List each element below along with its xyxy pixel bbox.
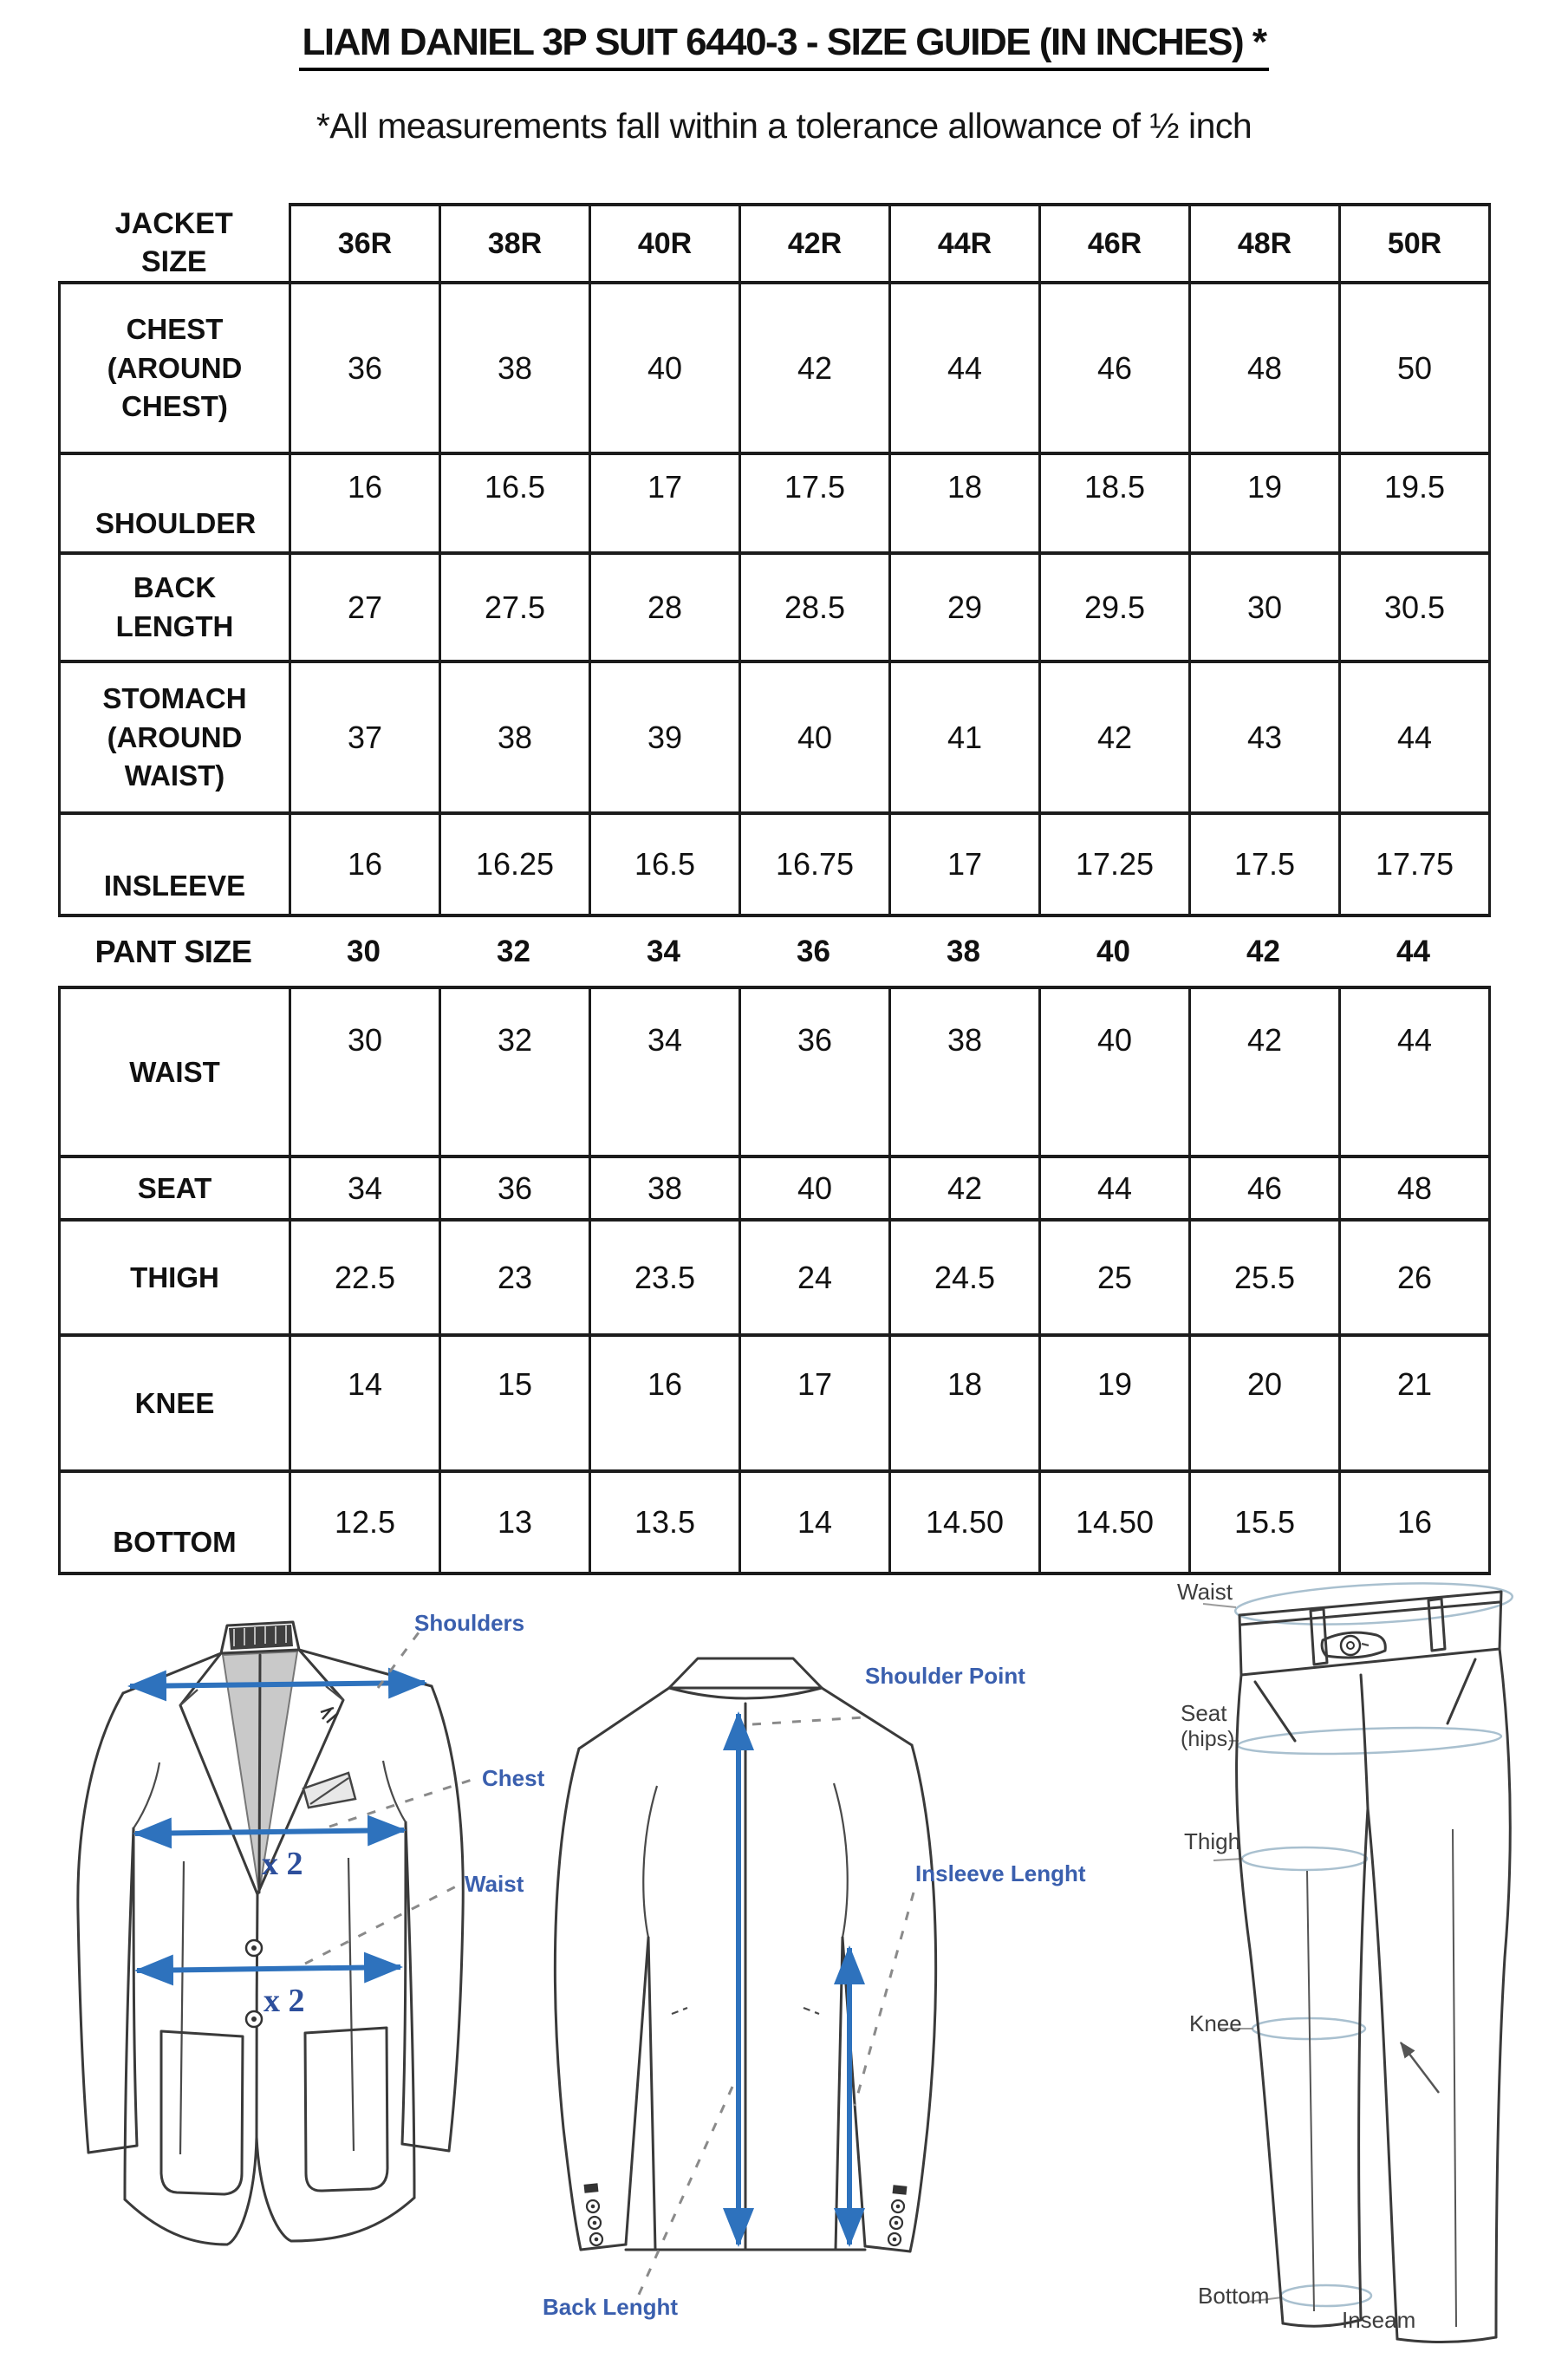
table-row bbox=[60, 813, 1490, 915]
pant-size-column-header: 36 bbox=[797, 934, 830, 968]
size-cell: 17.25 bbox=[1040, 813, 1190, 915]
size-cell: 30 bbox=[290, 987, 440, 1156]
row-label: INSLEEVE bbox=[60, 813, 290, 915]
size-cell: 16 bbox=[290, 453, 440, 553]
size-cell: 39 bbox=[590, 661, 740, 813]
header-row bbox=[60, 205, 1490, 283]
size-column-header: 36R bbox=[290, 205, 440, 283]
row-label: BACK LENGTH bbox=[60, 553, 290, 661]
row-label: CHEST (AROUND CHEST) bbox=[60, 283, 290, 453]
pant-size-label: PANT SIZE bbox=[94, 933, 252, 969]
size-cell: 34 bbox=[590, 987, 740, 1156]
shoulder-point-label: Shoulder Point bbox=[865, 1663, 1025, 1689]
table-row bbox=[60, 1156, 1490, 1220]
back-length-label: Back Lenght bbox=[543, 2294, 679, 2320]
size-cell: 17.75 bbox=[1340, 813, 1490, 915]
size-column-header: 40R bbox=[590, 205, 740, 283]
tolerance-note: *All measurements fall within a tolerance allowance of ½ inch bbox=[316, 106, 1252, 146]
size-cell: 20 bbox=[1190, 1335, 1340, 1471]
size-cell: 16.5 bbox=[440, 453, 590, 553]
pant-size-column-header: 32 bbox=[497, 934, 530, 968]
size-cell: 22.5 bbox=[290, 1220, 440, 1335]
table-row bbox=[60, 1220, 1490, 1335]
size-cell: 42 bbox=[1190, 987, 1340, 1156]
size-cell: 36 bbox=[440, 1156, 590, 1220]
size-cell: 40 bbox=[590, 283, 740, 453]
size-cell: 40 bbox=[740, 1156, 890, 1220]
size-cell: 36 bbox=[740, 987, 890, 1156]
size-cell: 23.5 bbox=[590, 1220, 740, 1335]
jacket-front-diagram bbox=[43, 1599, 581, 2267]
size-cell: 13.5 bbox=[590, 1471, 740, 1573]
pants-seat-label-line1: Seat bbox=[1181, 1700, 1227, 1726]
size-cell: 18.5 bbox=[1040, 453, 1190, 553]
size-cell: 40 bbox=[1040, 987, 1190, 1156]
size-cell: 42 bbox=[1040, 661, 1190, 813]
size-cell: 30.5 bbox=[1340, 553, 1490, 661]
size-cell: 30 bbox=[1190, 553, 1340, 661]
size-cell: 14.50 bbox=[1040, 1471, 1190, 1573]
row-label: SHOULDER bbox=[60, 453, 290, 553]
size-cell: 28 bbox=[590, 553, 740, 661]
table-row bbox=[60, 453, 1490, 553]
jacket-size-header-label: JACKET SIZE bbox=[114, 207, 233, 279]
size-column-header: 42R bbox=[740, 205, 890, 283]
size-cell: 44 bbox=[1340, 987, 1490, 1156]
size-column-header: 46R bbox=[1040, 205, 1190, 283]
size-cell: 27.5 bbox=[440, 553, 590, 661]
size-cell: 17.5 bbox=[1190, 813, 1340, 915]
table-row bbox=[60, 987, 1490, 1156]
size-cell: 25 bbox=[1040, 1220, 1190, 1335]
size-cell: 13 bbox=[440, 1471, 590, 1573]
size-cell: 23 bbox=[440, 1220, 590, 1335]
size-cell: 42 bbox=[740, 283, 890, 453]
size-cell: 14 bbox=[290, 1335, 440, 1471]
jacket-back-diagram bbox=[529, 1643, 962, 2328]
size-cell: 42 bbox=[890, 1156, 1040, 1220]
pants-diagram bbox=[1153, 1567, 1565, 2365]
size-cell: 18 bbox=[890, 1335, 1040, 1471]
size-cell: 44 bbox=[1340, 661, 1490, 813]
size-cell: 19 bbox=[1040, 1335, 1190, 1471]
table-row bbox=[60, 661, 1490, 813]
size-cell: 29.5 bbox=[1040, 553, 1190, 661]
size-cell: 19 bbox=[1190, 453, 1340, 553]
size-cell: 15 bbox=[440, 1335, 590, 1471]
pant-size-table bbox=[58, 986, 1491, 1575]
pant-size-column-header: 40 bbox=[1096, 934, 1130, 968]
size-column-header: 48R bbox=[1190, 205, 1340, 283]
waist-label: Waist bbox=[465, 1871, 524, 1897]
size-cell: 25.5 bbox=[1190, 1220, 1340, 1335]
size-cell: 44 bbox=[1040, 1156, 1190, 1220]
size-cell: 19.5 bbox=[1340, 453, 1490, 553]
row-label: BOTTOM bbox=[60, 1471, 290, 1573]
size-cell: 16 bbox=[1340, 1471, 1490, 1573]
size-cell: 50 bbox=[1340, 283, 1490, 453]
size-cell: 14.50 bbox=[890, 1471, 1040, 1573]
pant-size-header-row bbox=[58, 917, 1488, 986]
row-label: KNEE bbox=[60, 1335, 290, 1471]
table-row bbox=[60, 1335, 1490, 1471]
size-cell: 46 bbox=[1040, 283, 1190, 453]
size-cell: 24 bbox=[740, 1220, 890, 1335]
pants-inseam-label: Inseam bbox=[1342, 2307, 1416, 2333]
size-cell: 38 bbox=[440, 661, 590, 813]
size-cell: 43 bbox=[1190, 661, 1340, 813]
pant-size-column-header: 42 bbox=[1246, 934, 1280, 968]
insleeve-length-label: Insleeve Lenght bbox=[915, 1860, 1086, 1886]
pants-waist-label: Waist bbox=[1177, 1579, 1233, 1605]
row-label: STOMACH (AROUND WAIST) bbox=[60, 661, 290, 813]
x2-chest-annotation: x 2 bbox=[262, 1846, 303, 1882]
size-cell: 17 bbox=[890, 813, 1040, 915]
size-column-header: 38R bbox=[440, 205, 590, 283]
size-cell: 14 bbox=[740, 1471, 890, 1573]
size-cell: 26 bbox=[1340, 1220, 1490, 1335]
size-cell: 38 bbox=[590, 1156, 740, 1220]
shoulders-label: Shoulders bbox=[414, 1610, 525, 1636]
size-cell: 16.25 bbox=[440, 813, 590, 915]
table-row bbox=[60, 283, 1490, 453]
size-cell: 28.5 bbox=[740, 553, 890, 661]
size-cell: 36 bbox=[290, 283, 440, 453]
size-cell: 32 bbox=[440, 987, 590, 1156]
size-cell: 29 bbox=[890, 553, 1040, 661]
table-row bbox=[60, 553, 1490, 661]
pants-seat-label-line2: (hips) bbox=[1181, 1726, 1235, 1751]
size-cell: 48 bbox=[1340, 1156, 1490, 1220]
size-cell: 40 bbox=[740, 661, 890, 813]
pants-knee-label: Knee bbox=[1189, 2010, 1242, 2036]
size-cell: 46 bbox=[1190, 1156, 1340, 1220]
x2-waist-annotation: x 2 bbox=[264, 1983, 305, 2019]
chest-label: Chest bbox=[482, 1765, 545, 1791]
size-column-header: 44R bbox=[890, 205, 1040, 283]
pant-size-column-header: 44 bbox=[1396, 934, 1430, 968]
jacket-size-table bbox=[58, 203, 1491, 917]
size-column-header: 50R bbox=[1340, 205, 1490, 283]
pant-size-column-header: 38 bbox=[947, 934, 980, 968]
size-cell: 15.5 bbox=[1190, 1471, 1340, 1573]
pant-size-column-header: 30 bbox=[347, 934, 381, 968]
size-cell: 17.5 bbox=[740, 453, 890, 553]
row-label: SEAT bbox=[60, 1156, 290, 1220]
page-title: LIAM DANIEL 3P SUIT 6440-3 - SIZE GUIDE (IN INCHES) * bbox=[0, 21, 1568, 64]
size-cell: 17 bbox=[590, 453, 740, 553]
size-cell: 38 bbox=[890, 987, 1040, 1156]
size-cell: 21 bbox=[1340, 1335, 1490, 1471]
size-cell: 16 bbox=[590, 1335, 740, 1471]
size-cell: 16.75 bbox=[740, 813, 890, 915]
size-cell: 16.5 bbox=[590, 813, 740, 915]
size-tables bbox=[58, 203, 1488, 1575]
size-cell: 24.5 bbox=[890, 1220, 1040, 1335]
size-cell: 12.5 bbox=[290, 1471, 440, 1573]
size-cell: 37 bbox=[290, 661, 440, 813]
size-cell: 48 bbox=[1190, 283, 1340, 453]
pants-bottom-label: Bottom bbox=[1198, 2283, 1270, 2309]
size-cell: 17 bbox=[740, 1335, 890, 1471]
size-cell: 38 bbox=[440, 283, 590, 453]
pants-thigh-label: Thigh bbox=[1184, 1828, 1241, 1854]
size-cell: 18 bbox=[890, 453, 1040, 553]
table-row bbox=[60, 1471, 1490, 1573]
row-label: THIGH bbox=[60, 1220, 290, 1335]
pants-seat-label bbox=[1181, 1701, 1235, 1752]
pant-size-column-header: 34 bbox=[647, 934, 680, 968]
size-cell: 27 bbox=[290, 553, 440, 661]
size-cell: 41 bbox=[890, 661, 1040, 813]
row-label: WAIST bbox=[60, 987, 290, 1156]
size-cell: 16 bbox=[290, 813, 440, 915]
size-cell: 44 bbox=[890, 283, 1040, 453]
size-cell: 34 bbox=[290, 1156, 440, 1220]
